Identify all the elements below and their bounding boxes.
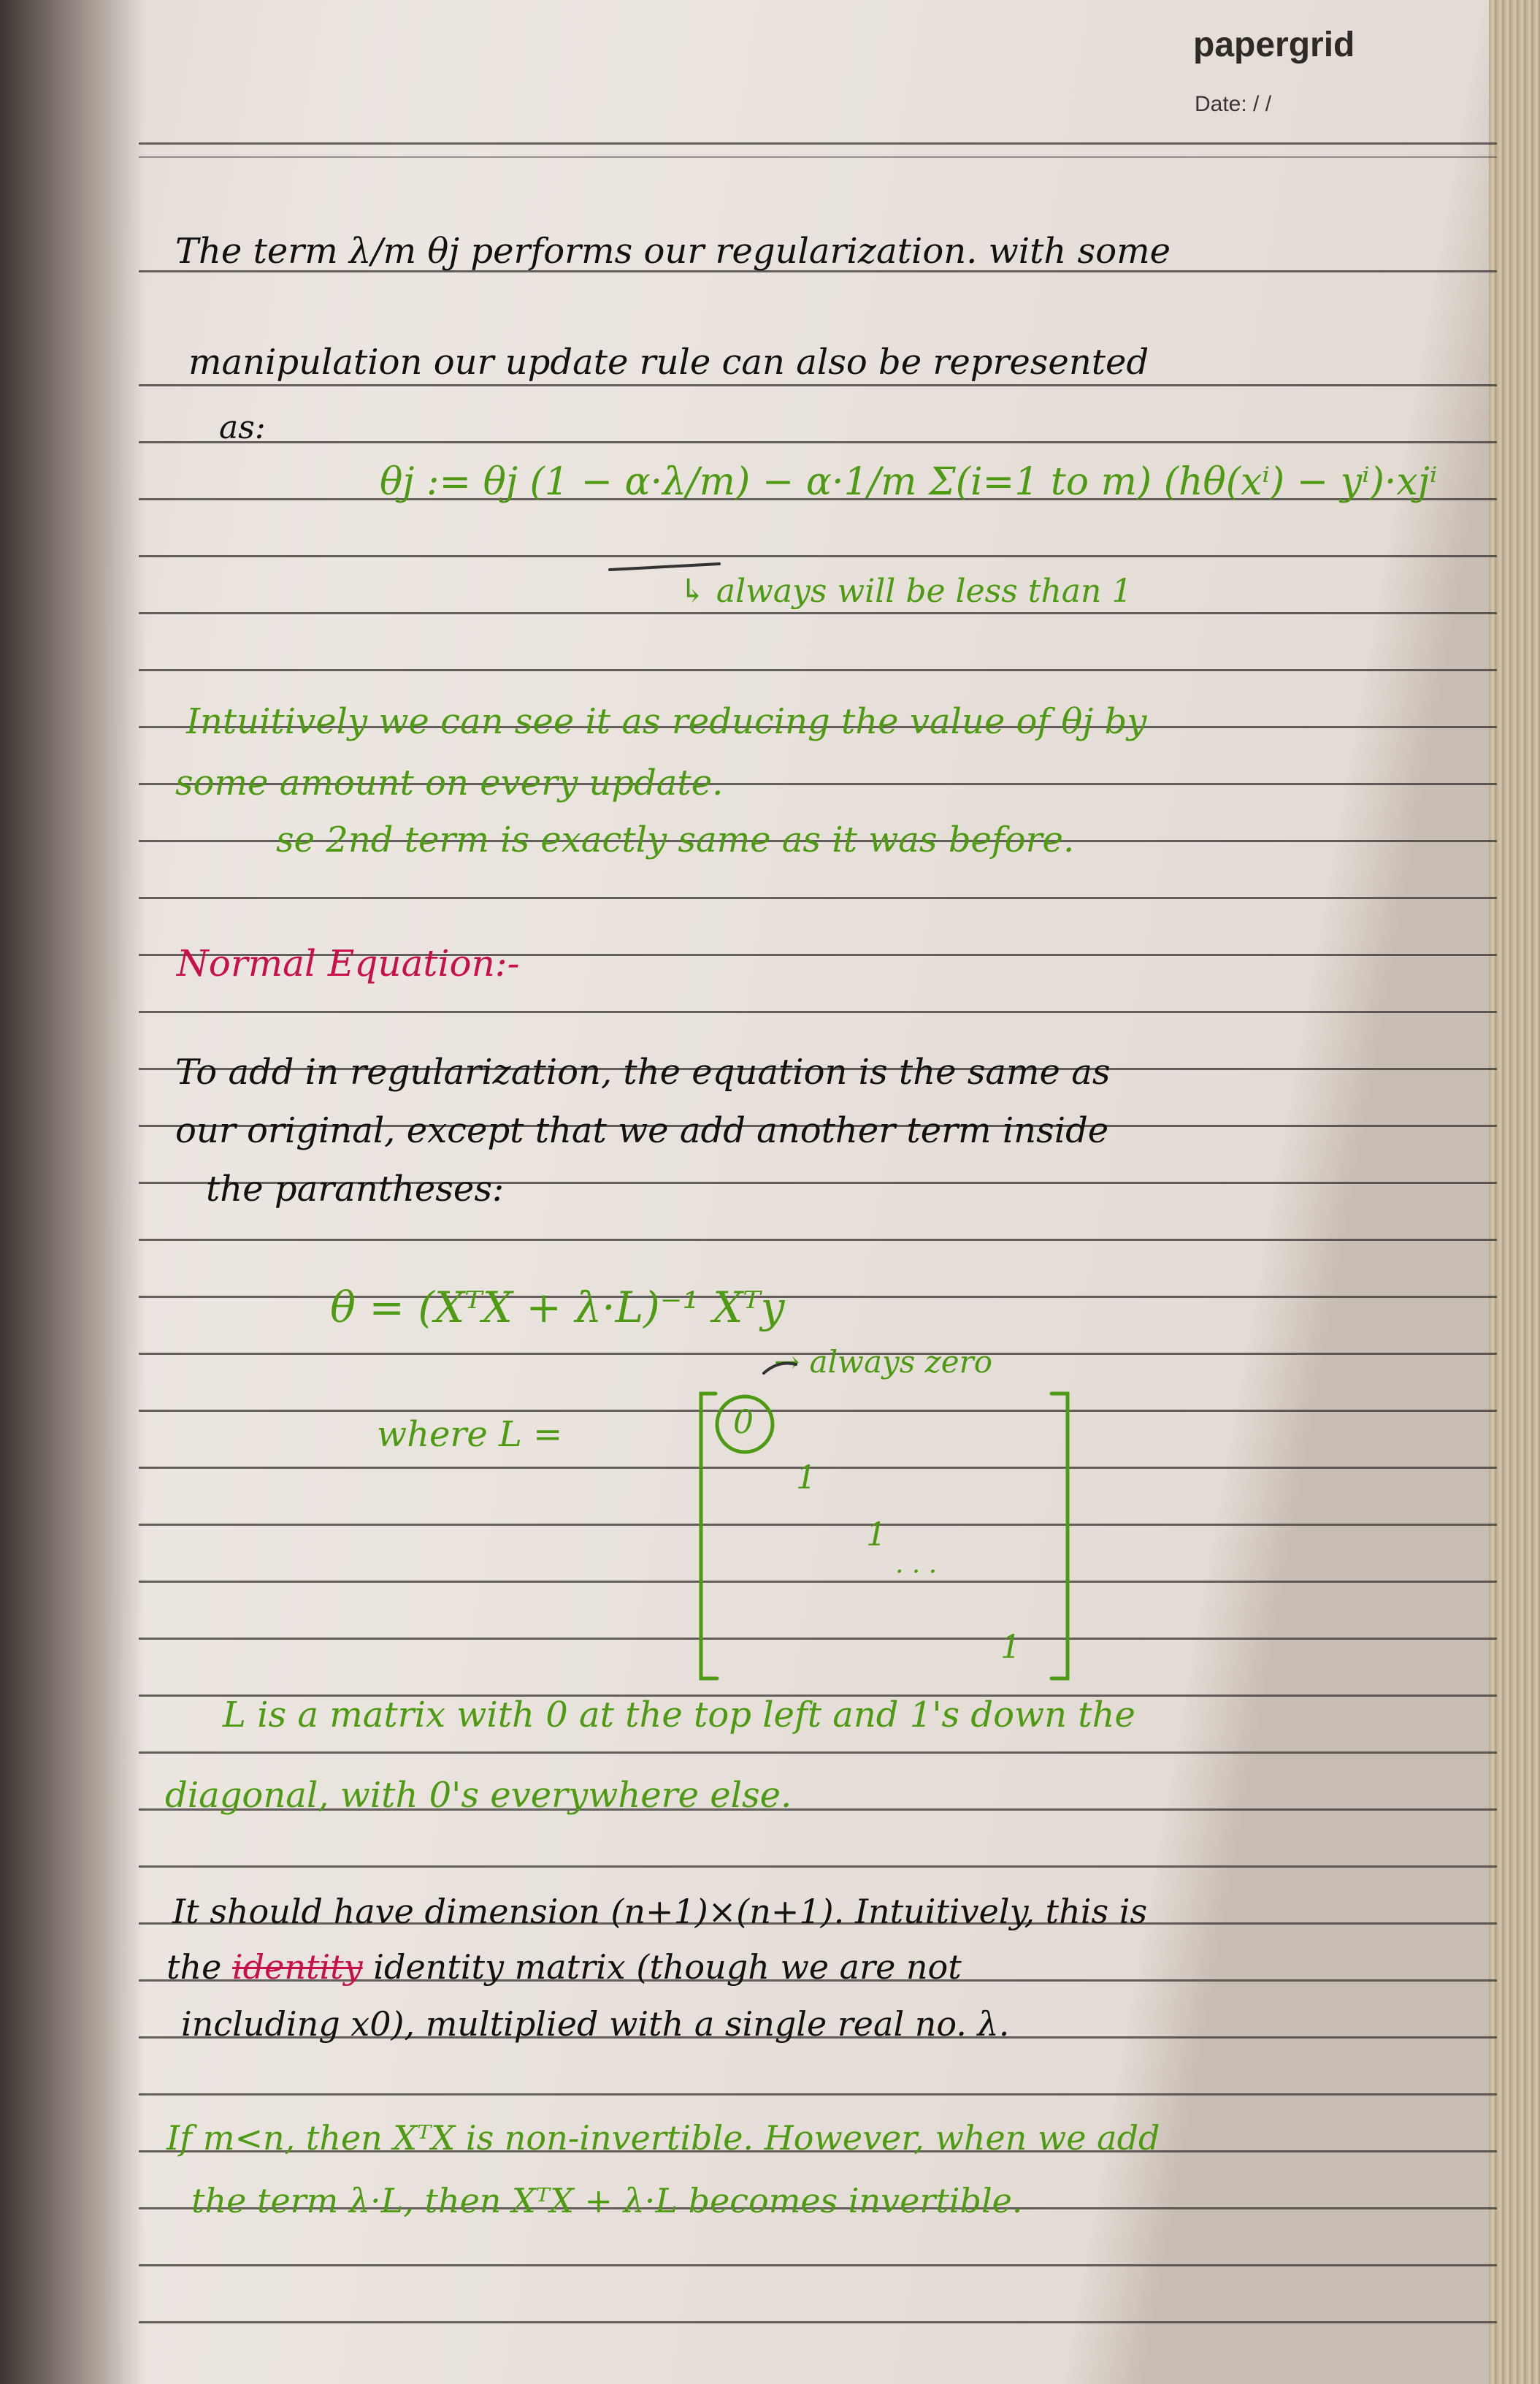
struck-identity-word: identity (231, 1947, 363, 1987)
normal-equation-heading: Normal Equation:- (177, 942, 520, 985)
dimension-line-3: including x0), multiplied with a single real no. λ. (181, 2004, 1010, 2044)
intuition-line-3: se 2nd term is exactly same as it was before. (276, 820, 1075, 860)
dimension-line-2-start: the (166, 1947, 222, 1987)
brand-logo: papergrid (1193, 26, 1355, 64)
always-zero-arrow (764, 1364, 796, 1374)
always-zero-annotation: → always zero (774, 1344, 992, 1380)
matrix-ellipsis: · · · (895, 1557, 938, 1587)
date-field: Date: / / (1195, 92, 1272, 116)
as-line: as: (219, 409, 266, 446)
matrix-left-bracket (701, 1394, 717, 1678)
l-matrix-description-1: L is a matrix with 0 at the top left and 1's down the (223, 1695, 1135, 1735)
matrix-diagonal-entry: 1 (1000, 1629, 1021, 1666)
l-matrix-description-2: diagonal, with 0's everywhere else. (165, 1775, 792, 1816)
intuition-line-1: Intuitively we can see it as reducing the value of θj by (186, 701, 1147, 742)
manipulation-line: manipulation our update rule can also be represented (188, 342, 1149, 383)
dimension-line-1: It should have dimension (n+1)×(n+1). Intuitively, this is (172, 1892, 1148, 1931)
update-rule-equation: θj := θj (1 − α·λ/m) − α·1/m Σ(i=1 to m) (hθ(xⁱ) − yⁱ)·xjⁱ (380, 460, 1438, 504)
where-l-label: where L = (377, 1414, 563, 1455)
always-less-annotation: ↳ always will be less than 1 (679, 573, 1133, 610)
normal-eq-line-2: our original, except that we add another term inside (175, 1110, 1109, 1151)
dimension-line-2-end: identity matrix (though we are not (373, 1947, 962, 1987)
invertibility-line-1: If m<n, then XᵀX is non-invertible. However, when we add (166, 2118, 1160, 2158)
matrix-zero-entry: 0 (733, 1404, 754, 1441)
normal-eq-line-3: the parantheses: (206, 1169, 505, 1210)
invertibility-line-2: the term λ·L, then XᵀX + λ·L becomes invertible. (191, 2181, 1023, 2220)
normal-equation-formula: θ = (XᵀX + λ·L)⁻¹ Xᵀy (330, 1283, 785, 1332)
matrix-diagonal-entry: 1 (796, 1459, 816, 1497)
regularization-intro-line: The term λ/m θj performs our regularization. with some (175, 231, 1171, 272)
intuition-line-2: some amount on every update. (175, 763, 724, 803)
underline-stroke (610, 564, 719, 570)
matrix-diagonal-entry: 1 (866, 1516, 886, 1554)
dimension-line-2 (166, 1947, 962, 1987)
normal-eq-line-1: To add in regularization, the equation is the same as (175, 1052, 1111, 1093)
matrix-right-bracket (1051, 1394, 1068, 1678)
